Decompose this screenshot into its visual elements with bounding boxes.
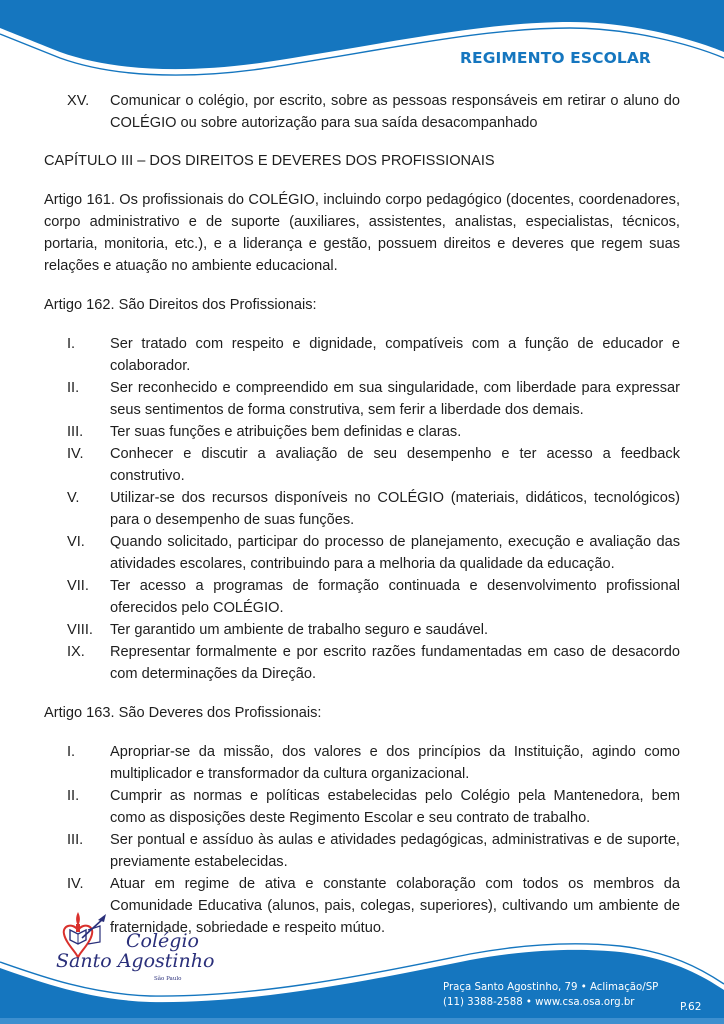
address-line-2: (11) 3388-2588 • www.csa.osa.org.br: [443, 997, 635, 1008]
list-item-text: Representar formalmente e por escrito razões fundamentadas em caso de desacordo com determinações da Direção.: [110, 644, 680, 682]
list-item-text: Atuar em regime de ativa e constante colaboração com todos os membros da Comunidade Educativa (alunos, pais, colegas, superiores), cultivando um ambiente de fraternidade, sobriedade e respeito mútuo.: [110, 876, 680, 936]
list-item-text: Ter garantido um ambiente de trabalho seguro e saudável.: [110, 622, 489, 638]
list-item-text: Ser pontual e assíduo às aulas e atividades pedagógicas, administrativas e de suporte, previamente estabelecidas.: [110, 832, 680, 870]
list-item: [44, 377, 680, 421]
list-item-text: Ter suas funções e atribuições bem definidas e claras.: [110, 424, 462, 440]
list-item: [44, 785, 680, 829]
list-item-text: Ter acesso a programas de formação continuada e desenvolvimento profissional oferecidos pelo COLÉGIO.: [110, 578, 680, 616]
list-item-text: Ser tratado com respeito e dignidade, compatíveis com a função de educador e colaborador.: [110, 336, 680, 374]
header-wave-banner: [0, 0, 724, 80]
list-item: [44, 619, 680, 641]
continuation-list: [44, 90, 680, 134]
logo-text-santo-agostinho: Santo Agostinho: [56, 950, 215, 972]
list-item-text: Conhecer e discutir a avaliação de seu desempenho e ter acesso a feedback construtivo.: [110, 446, 680, 484]
list-marker: IV.: [67, 446, 84, 462]
list-item: [44, 829, 680, 873]
list-marker: II.: [67, 380, 80, 396]
list-item: [44, 487, 680, 531]
logo-text-colegio: Colégio: [126, 930, 199, 952]
list-item-text: Utilizar-se dos recursos disponíveis no COLÉGIO (materiais, didáticos, tecnológicos) para o desempenho de suas funções.: [110, 490, 680, 528]
list-item: [44, 641, 680, 685]
list-item-text: Quando solicitado, participar do processo de planejamento, execução e avaliação das atividades escolares, contribuindo para a melhoria da qualidade da educação.: [110, 534, 680, 572]
list-item: [44, 333, 680, 377]
school-logo: [48, 906, 215, 986]
list-marker: VIII.: [67, 622, 93, 638]
list-item-text: Apropriar-se da missão, dos valores e dos princípios da Instituição, agindo como multiplicador e transformador da cultura organizacional.: [110, 744, 680, 782]
footer-address: [443, 980, 658, 1010]
list-item-text: Ser reconhecido e compreendido em sua singularidade, com liberdade para expressar seus sentimentos de forma construtiva, sem ferir a liberdade dos demais.: [110, 380, 680, 418]
page-number: P.62: [680, 1001, 702, 1013]
list-marker: VI.: [67, 534, 85, 550]
list-marker: I.: [67, 744, 76, 760]
list-marker: III.: [67, 832, 84, 848]
list-item: [44, 443, 680, 487]
artigo-161: Artigo 161. Os profissionais do COLÉGIO, incluindo corpo pedagógico (docentes, coordenadores, corpo administrativo e de suporte (auxiliares, assistentes, analistas, especialistas, técnicos, portaria, monitoria, etc.), e a liderança e gestão, possuem direitos e deveres que regem suas relações e atuação no ambiente educacional.: [44, 192, 680, 274]
list-marker: I.: [67, 336, 76, 352]
list-marker: IX.: [67, 644, 85, 660]
list-item: [44, 531, 680, 575]
list-item: [44, 90, 680, 134]
logo-text-sao-paulo: São Paulo: [154, 976, 182, 982]
document-body: [44, 90, 680, 939]
list-marker: XV.: [67, 93, 90, 109]
list-marker: IV.: [67, 876, 84, 892]
direitos-list: [44, 333, 680, 685]
artigo-163-title: Artigo 163. São Deveres dos Profissionais:: [44, 705, 322, 721]
chapter-title: CAPÍTULO III – DOS DIREITOS E DEVERES DOS PROFISSIONAIS: [44, 153, 495, 169]
list-marker: III.: [67, 424, 84, 440]
artigo-162-title: Artigo 162. São Direitos dos Profissionais:: [44, 297, 317, 313]
address-line-1: Praça Santo Agostinho, 79 • Aclimação/SP: [443, 982, 659, 993]
list-item: [44, 575, 680, 619]
list-marker: V.: [67, 490, 80, 506]
list-item: [44, 741, 680, 785]
list-item-text: Cumprir as normas e políticas estabelecidas pelo Colégio pela Mantenedora, bem como as disposições deste Regimento Escolar e seu contrato de trabalho.: [110, 788, 680, 826]
list-marker: II.: [67, 788, 80, 804]
list-marker: VII.: [67, 578, 89, 594]
list-item-text: Comunicar o colégio, por escrito, sobre as pessoas responsáveis em retirar o aluno do COLÉGIO ou sobre autorização para sua saída desacompanhado: [110, 93, 680, 131]
document-title: REGIMENTO ESCOLAR: [460, 49, 651, 67]
list-item: [44, 421, 680, 443]
